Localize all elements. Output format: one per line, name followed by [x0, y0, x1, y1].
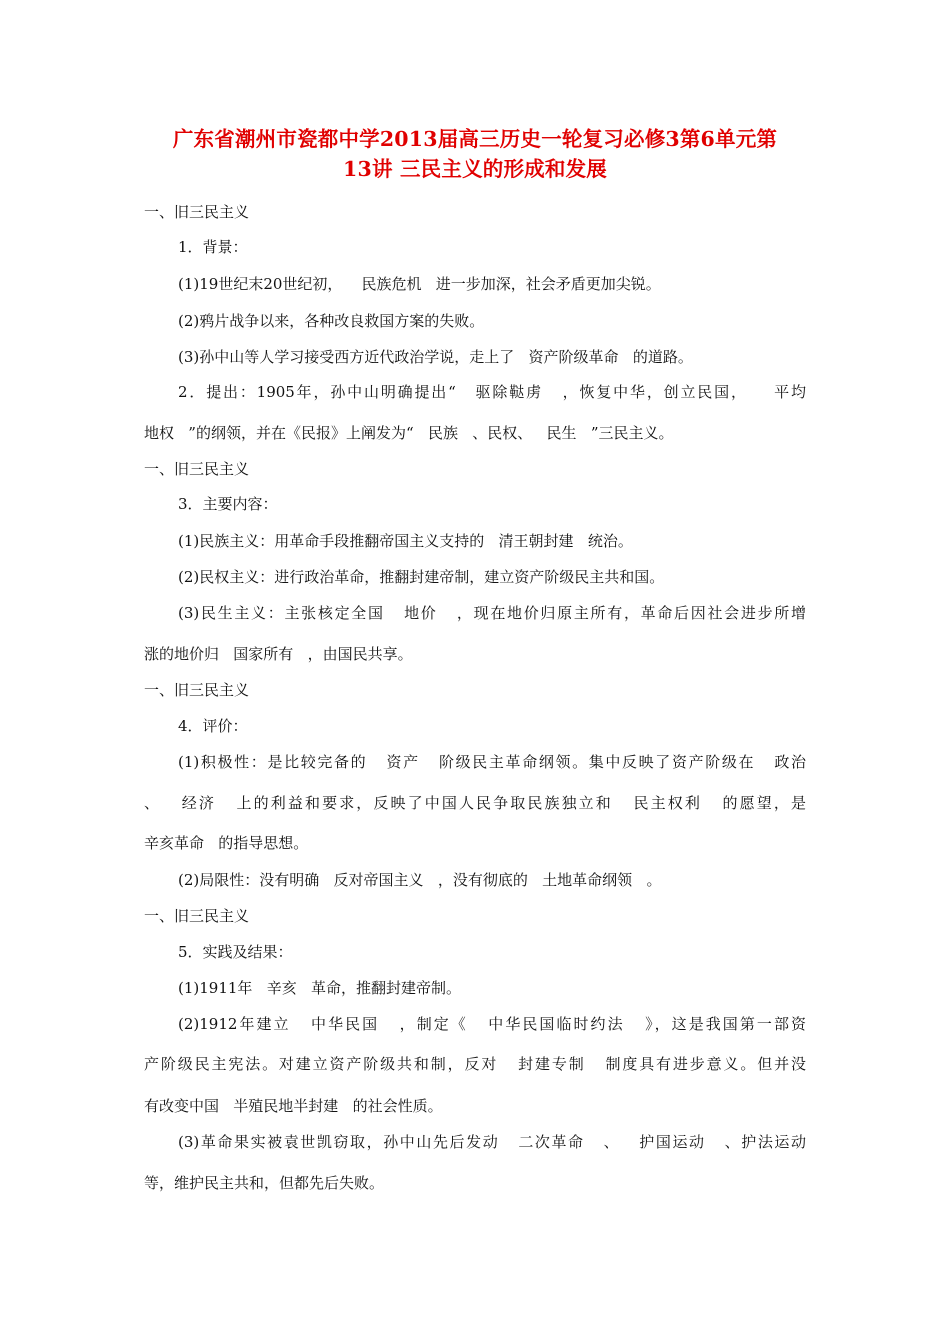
section-heading: 一、旧三民主义: [144, 681, 250, 699]
paragraph-line: (3)革命果实被袁世凯窃取，孙中山先后发动 二次革命 、 护国运动 、护法运动: [178, 1133, 806, 1151]
paragraph-line: 2．提出：1905年，孙中山明确提出“ 驱除鞑虏 ，恢复中华，创立民国， 平均: [178, 383, 806, 401]
section-heading: 一、旧三民主义: [144, 907, 250, 925]
subsection-heading: 1．背景：: [178, 238, 248, 256]
paragraph-line: 涨的地价归 国家所有 ，由国民共享。: [144, 645, 413, 663]
paragraph-line: (2)鸦片战争以来，各种改良救国方案的失败。: [178, 312, 485, 330]
paragraph-line: 辛亥革命 的指导思想。: [144, 834, 309, 852]
section-heading: 一、旧三民主义: [144, 460, 250, 478]
section-heading: 一、旧三民主义: [144, 203, 250, 221]
paragraph-line: (2)民权主义：进行政治革命，推翻封建帝制，建立资产阶级民主共和国。: [178, 568, 665, 586]
paragraph-line: (1)民族主义：用革命手段推翻帝国主义支持的 清王朝封建 统治。: [178, 532, 633, 550]
subsection-heading: 4．评价：: [178, 717, 248, 735]
paragraph-line: (1)1911年 辛亥 革命，推翻封建帝制。: [178, 979, 462, 997]
paragraph-line: (1)积极性：是比较完备的 资产 阶级民主革命纲领。集中反映了资产阶级在 政治: [178, 753, 806, 771]
paragraph-line: (3)孙中山等人学习接受西方近代政治学说，走上了 资产阶级革命 的道路。: [178, 348, 693, 366]
subsection-heading: 5．实践及结果：: [178, 943, 293, 961]
paragraph-line: 、 经济 上的利益和要求，反映了中国人民争取民族独立和 民主权利 的愿望，是: [144, 794, 806, 812]
paragraph-line: 地权 ”的纲领，并在《民报》上阐发为“ 民族 、民权、 民生 ”三民主义。: [144, 424, 674, 442]
subsection-heading: 3．主要内容：: [178, 495, 278, 513]
paragraph-line: 产阶级民主宪法。对建立资产阶级共和制，反对 封建专制 制度具有进步意义。但并没: [144, 1055, 806, 1073]
paragraph-line: 有改变中国 半殖民地半封建 的社会性质。: [144, 1097, 443, 1115]
document-title-line-2: 13讲 三民主义的形成和发展: [343, 157, 607, 181]
paragraph-line: 等，维护民主共和，但都先后失败。: [144, 1174, 385, 1192]
paragraph-line: (2)局限性：没有明确 反对帝国主义 ，没有彻底的 土地革命纲领 。: [178, 871, 662, 889]
paragraph-line: (1)19世纪末20世纪初， 民族危机 进一步加深，社会矛盾更加尖锐。: [178, 275, 661, 293]
document-title-line-1: 广东省潮州市瓷都中学2013届高三历史一轮复习必修3第6单元第: [172, 127, 778, 151]
paragraph-line: (2)1912年建立 中华民国 ，制定《 中华民国临时约法 》，这是我国第一部资: [178, 1015, 806, 1033]
paragraph-line: (3)民生主义：主张核定全国 地价 ，现在地价归原主所有，革命后因社会进步所增: [178, 604, 806, 622]
